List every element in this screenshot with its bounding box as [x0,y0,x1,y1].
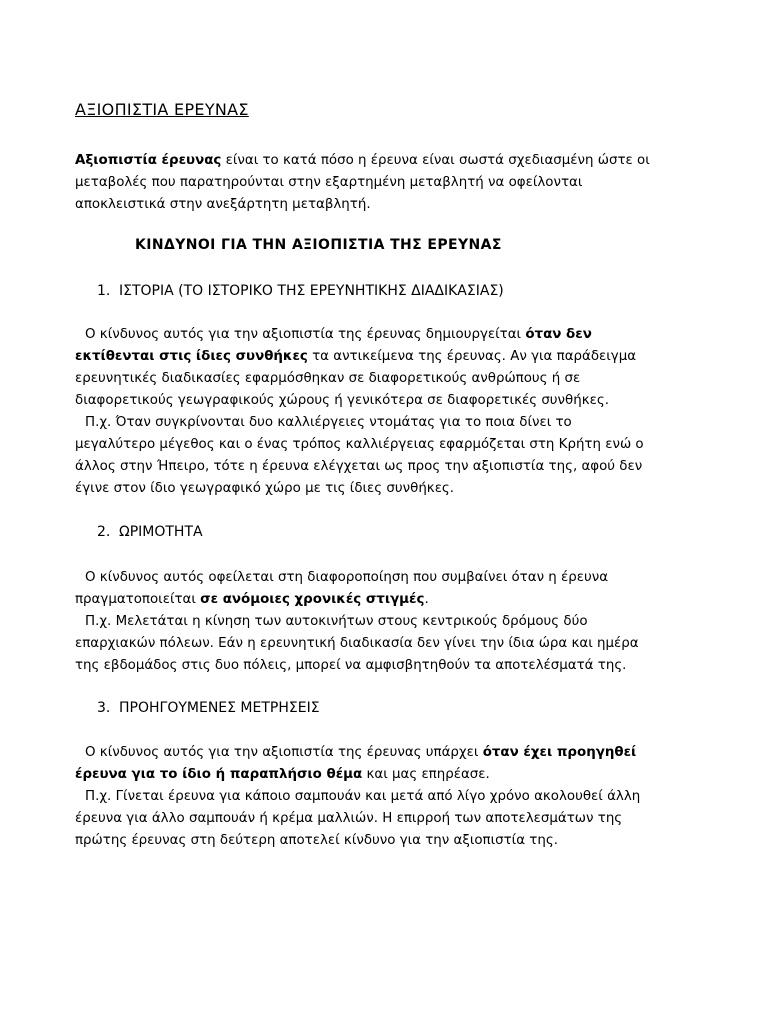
section-1-line-3: ερευνητικές διαδικασίες εφαρμόσθηκαν σε διαφορετικούς ανθρώπους ή σε [75,371,581,386]
section-2-example-line-3: της εβδομάδος στις δυο πόλεις, μπορεί να αμφισβητηθούν τα αποτελέσματά της. [75,658,627,673]
section-1-line-1 [75,324,705,346]
section-2-line-2-text: πραγματοποιείται [75,592,201,607]
definition-term: Αξιοπιστία έρευνας [75,153,222,168]
section-2-number: 2. [97,524,111,540]
section-3-emphasis-1: όταν έχει προηγηθεί [482,745,637,760]
section-3-example-line-3: πρώτης έρευνας στη δεύτερη αποτελεί κίνδυνο για την αξιοπιστία της. [75,833,558,848]
section-2-emphasis: σε ανόμοιες χρονικές στιγμές [200,592,425,607]
section-subheading: ΚΙΝΔΥΝΟΙ ΓΙΑ ΤΗΝ ΑΞΙΟΠΙΣΤΙΑ ΤΗΣ ΕΡΕΥΝΑΣ [135,237,502,253]
section-1-number: 1. [97,283,111,299]
section-3-line-2 [75,764,705,786]
section-3-paragraph [75,742,705,852]
section-3-heading [97,700,320,716]
section-2-example-text-1: Π.χ. Μελετάται η κίνηση των αυτοκινήτων στους κεντρικούς δρόμους δύο [85,614,588,629]
section-3-emphasis-2: έρευνα για το ίδιο ή παραπλήσιο θέμα [75,767,363,782]
section-1-emphasis-1: όταν δεν [525,327,592,342]
section-3-title: ΠΡΟΗΓΟΥΜΕΝΕΣ ΜΕΤΡΗΣΕΙΣ [119,700,320,716]
section-1-example-line-4: έγινε στον ίδιο γεωγραφικό χώρο με τις ίδιες συνθήκες. [75,481,455,496]
section-3-example-line-1 [75,786,705,808]
section-1-example-line-3: άλλος στην Ήπειρο, τότε η έρευνα ελέγχεται ως προς την αξιοπιστία της, αφού δεν [75,459,643,474]
definition-paragraph [75,150,705,216]
section-3-line-1 [75,742,705,764]
section-3-example-text-1: Π.χ. Γίνεται έρευνα για κάποιο σαμπουάν και μετά από λίγο χρόνο ακολουθεί άλλη [85,789,641,804]
section-2-example-line-2: επαρχιακών πόλεων. Εάν η ερευνητική διαδικασία δεν γίνει την ίδια ώρα και ημέρα [75,636,639,651]
section-2-line-2-end: . [424,592,429,607]
section-2-example-line-1 [75,611,705,633]
section-1-example-line-2: μεγαλύτερο μέγεθος και ο ένας τρόπος καλλιέργειας εφαρμόζεται στη Κρήτη ενώ ο [75,437,644,452]
section-2-heading [97,524,203,540]
section-3-line-2-text: και μας επηρέασε. [362,767,490,782]
section-2-paragraph [75,567,705,677]
section-1-line-2 [75,346,705,368]
section-1-line-4: διαφορετικούς γεωγραφικούς χώρους ή γενικότερα σε διαφορετικές συνθήκες. [75,393,609,408]
section-1-line-1-text: Ο κίνδυνος αυτός για την αξιοπιστία της έρευνας δημιουργείται [85,327,526,342]
section-2-title: ΩΡΙΜΟΤΗΤΑ [119,524,203,540]
section-2-line-2 [75,589,705,611]
page-title: ΑΞΙΟΠΙΣΤΙΑ ΕΡΕΥΝΑΣ [75,100,249,119]
section-2-line-1-text: Ο κίνδυνος αυτός οφείλεται στη διαφοροποίηση που συμβαίνει όταν η έρευνα [85,570,609,585]
section-1-example-text-1: Π.χ. Όταν συγκρίνονται δυο καλλιέργειες ντομάτας για το ποια δίνει το [85,415,572,430]
section-1-emphasis-2: εκτίθενται στις ίδιες συνθήκες [75,349,308,364]
definition-line-2: μεταβολές που παρατηρούνται στην εξαρτημένη μεταβλητή να οφείλονται [75,175,583,190]
section-3-line-1-text: Ο κίνδυνος αυτός για την αξιοπιστία της έρευνας υπάρχει [85,745,483,760]
definition-line-1-text: είναι το κατά πόσο η έρευνα είναι σωστά σχεδιασμένη ώστε οι [221,153,650,168]
section-1-paragraph [75,324,705,500]
section-3-example-line-2: έρευνα για άλλο σαμπουάν ή κρέμα μαλλιών. Η επιρροή των αποτελεσμάτων της [75,811,623,826]
section-1-example-line-1 [75,412,705,434]
section-2-line-1 [75,567,705,589]
definition-line-3: αποκλειστικά στην ανεξάρτητη μεταβλητή. [75,197,371,212]
section-1-line-2-text: τα αντικείμενα της έρευνας. Αν για παράδειγμα [307,349,637,364]
section-1-title: ΙΣΤΟΡΙΑ (ΤΟ ΙΣΤΟΡΙΚΟ ΤΗΣ ΕΡΕΥΝΗΤΙΚΗΣ ΔΙΑΔΙΚΑΣΙΑΣ) [119,283,504,299]
section-3-number: 3. [97,700,111,716]
definition-line-1 [75,150,705,172]
section-1-heading [97,283,504,299]
